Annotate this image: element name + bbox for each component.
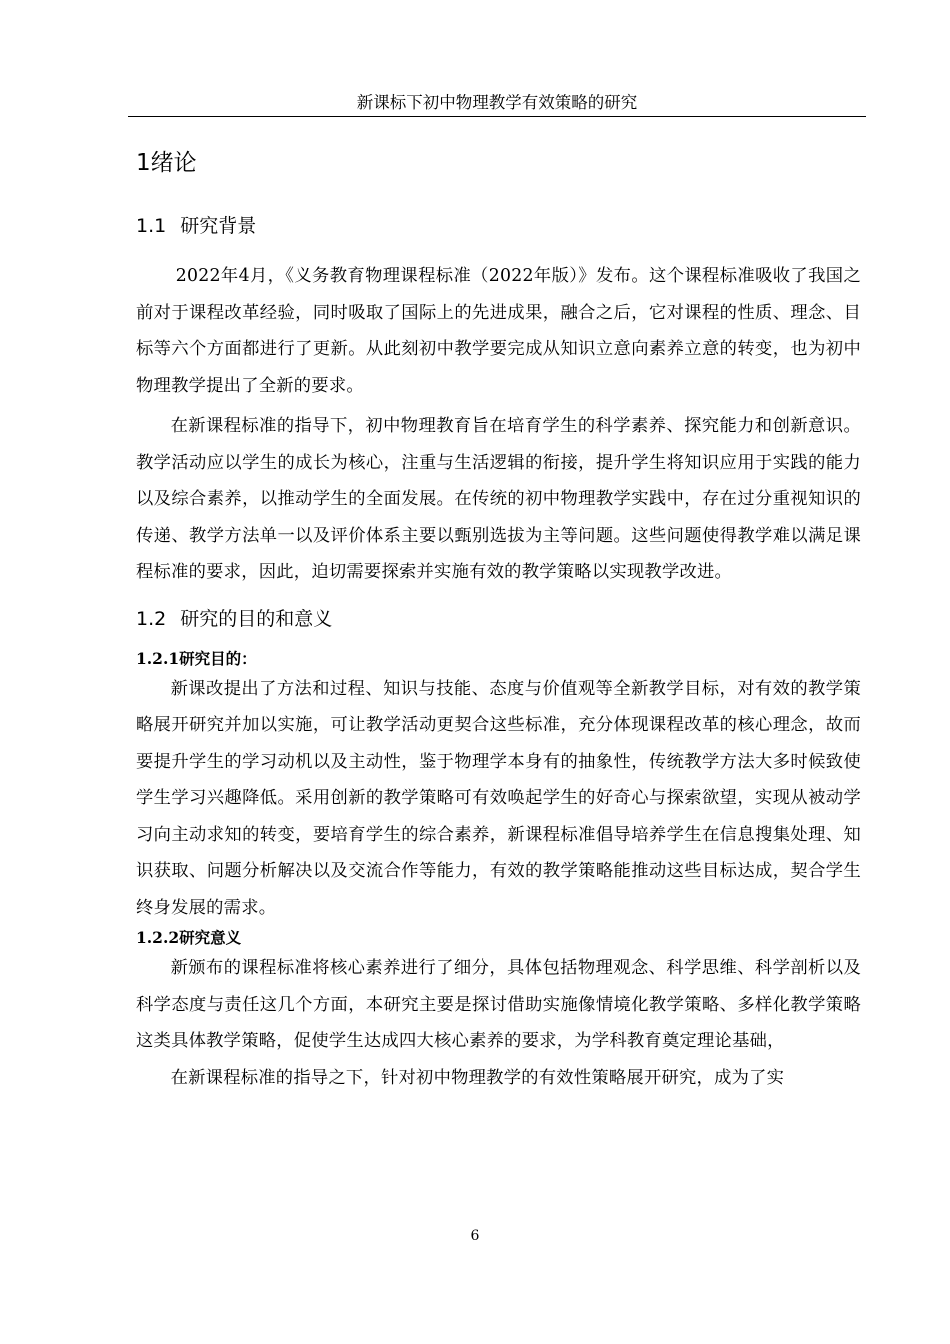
- section-number: 1.1: [136, 215, 167, 237]
- paragraph: 新颁布的课程标准将核心素养进行了细分，具体包括物理观念、科学思维、科学剖析以及科学态度与责任这几个方面，本研究主要是探讨借助实施像情境化教学策略、多样化教学策略这类具体教学策略，促使学生达成四大核心素养的要求，为学科教育奠定理论基础，: [136, 958, 861, 1051]
- page-number: 6: [470, 1228, 480, 1244]
- section-title-text: 研究的目的和意义: [180, 607, 333, 630]
- subsection-title-1-2-2: 1.2.2研究意义: [136, 928, 242, 947]
- paragraph: 在新课程标准的指导之下，针对初中物理教学的有效性策略展开研究，成为了实: [170, 1067, 785, 1088]
- header-rule: [128, 116, 866, 117]
- running-header: 新课标下初中物理教学有效策略的研究: [356, 93, 638, 112]
- chapter-title: 1绪论: [136, 150, 197, 176]
- page-body: [136, 138, 861, 1096]
- paragraph: 新课改提出了方法和过程、知识与技能、态度与价值观等全新教学目标，对有效的教学策略展开研究并加以实施，可让教学活动更契合这些标准，充分体现课程改革的核心理念，故而要提升学生的学习动机以及主动性，鉴于物理学本身有的抽象性，传统教学方法大多时候致使学生学习兴趣降低。采用创新的教学策略可有效唤起学生的好奇心与探索欲望，实现从被动学习向主动求知的转变，要培育学生的综合素养，新课程标准倡导培养学生在信息搜集处理、知识获取、问题分析解决以及交流合作等能力，有效的教学策略能推动这些目标达成，契合学生终身发展的需求。: [136, 678, 861, 918]
- paragraph: 2022年4月，《义务教育物理课程标准（2022年版）》发布。这个课程标准吸收了我国之前对于课程改革经验，同时吸取了国际上的先进成果，融合之后，它对课程的性质、理念、目标等六个方面都进行了更新。从此刻初中教学要完成从知识立意向素养立意的转变，也为初中物理教学提出了全新的要求。: [136, 266, 861, 396]
- section-title-1-1: [136, 212, 861, 240]
- subsection-title-1-2-1: 1.2.1研究目的：: [136, 648, 257, 668]
- section-title-text: 研究背景: [180, 215, 257, 237]
- paragraph: 在新课程标准的指导下，初中物理教育旨在培育学生的科学素养、探究能力和创新意识。教学活动应以学生的成长为核心，注重与生活逻辑的衔接，提升学生将知识应用于实践的能力以及综合素养，以推动学生的全面发展。在传统的初中物理教学实践中，存在过分重视知识的传递、教学方法单一以及评价体系主要以甄别选拔为主等问题。这些问题使得教学难以满足课程标准的要求，因此，迫切需要探索并实施有效的教学策略以实现教学改进。: [136, 416, 861, 582]
- section-number: 1.2: [136, 607, 167, 630]
- section-title-1-2: [136, 605, 861, 633]
